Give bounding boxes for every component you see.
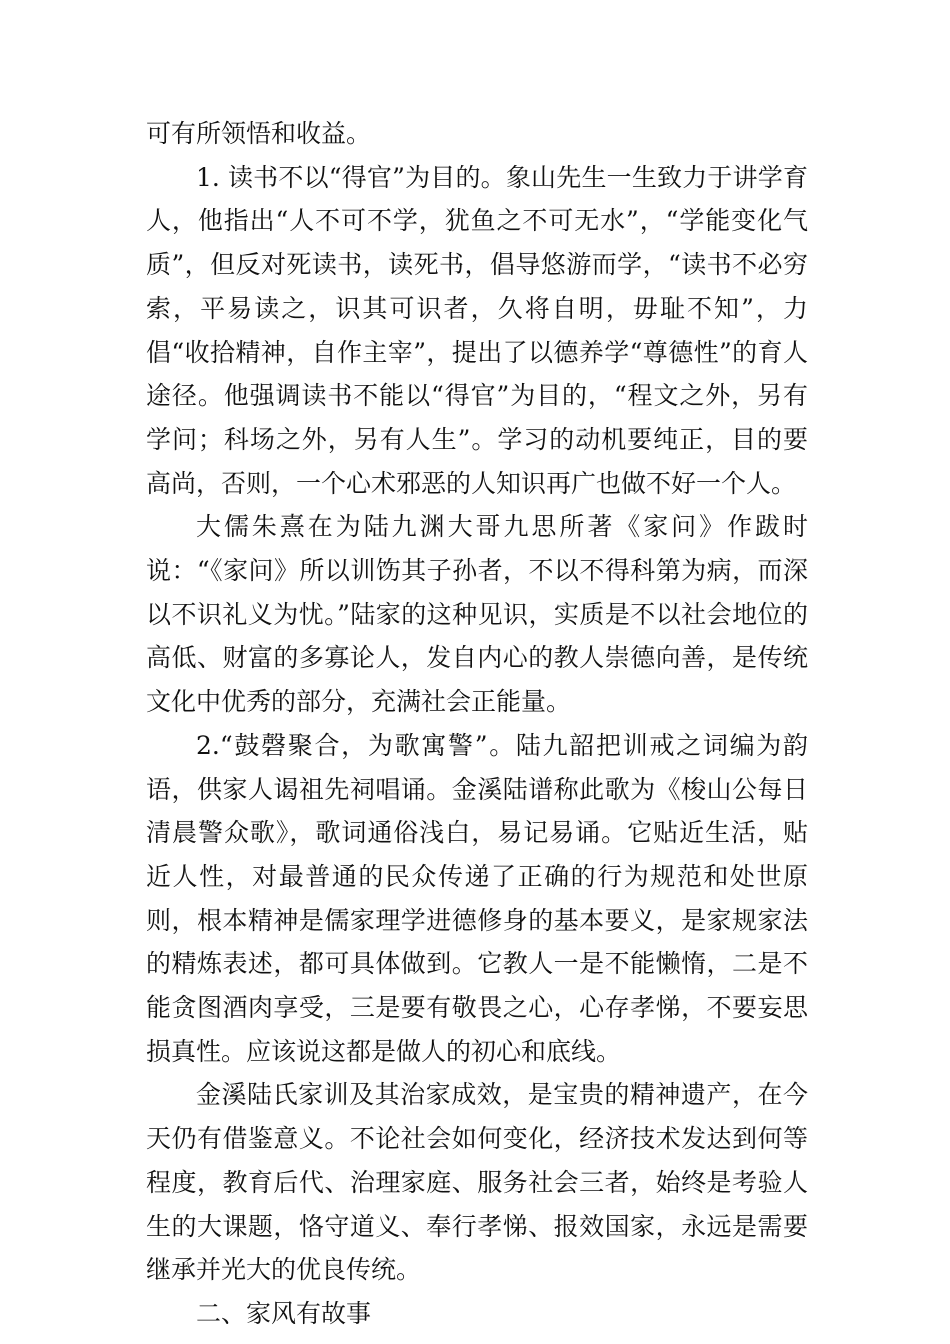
paragraph-family-legacy: 金溪陆氏家训及其治家成效，是宝贵的精神遗产，在今天仍有借鉴意义。不论社会如何变化，经济技术发达到何等程度，教育后代、治理家庭、服务社会三者，始终是考验人生的大课题，恪守道义、奉行孝悌、报效国家，永远是需要继承并光大的优良传统。 [146,1080,808,1285]
document-body [146,112,808,1336]
section-heading-family-stories: 二、家风有故事 [196,1298,372,1328]
paragraph-admonition-song: 2.“鼓磬聚合，为歌寓警”。陆九韶把训戒之词编为韵语，供家人谒祖先祠唱诵。金溪陆谱称此歌为《梭山公每日清晨警众歌》，歌词通俗浅白，易记易诵。它贴近生活，贴近人性，对最普通的民众传递了正确的行为规范和处世原则，根本精神是儒家理学进德修身的基本要义，是家规家法的精炼表述，都可具体做到。它教人一是不能懒惰，二是不能贪图酒肉享受，三是要有敬畏之心，心存孝悌，不要妄思损真性。应该说这都是做人的初心和底线。 [146,730,808,1066]
paragraph-continuation: 可有所领悟和收益。 [146,119,372,148]
paragraph-reading-not-for-office: 1. 读书不以“得官”为目的。象山先生一生致力于讲学育人，他指出“人不可不学，犹鱼之不可无水”，“学能变化气质”，但反对死读书，读死书，倡导悠游而学，“读书不必穷索，平易读之，识其可识者，久将自明，毋耻不知”，力倡“收拾精神，自作主宰”，提出了以德养学“尊德性”的育人途径。他强调读书不能以“得官”为目的，“程文之外，另有学问；科场之外，另有人生”。学习的动机要纯正，目的要高尚，否则，一个心术邪恶的人知识再广也做不好一个人。 [146,162,808,498]
paragraph-zhu-xi-postscript: 大儒朱熹在为陆九渊大哥九思所著《家问》作跋时说：“《家问》所以训饬其子孙者，不以不得科第为病，而深以不识礼义为忧。”陆家的这种见识，实质是不以社会地位的高低、财富的多寡论人，发自内心的教人崇德向善，是传统文化中优秀的部分，充满社会正能量。 [146,512,808,717]
